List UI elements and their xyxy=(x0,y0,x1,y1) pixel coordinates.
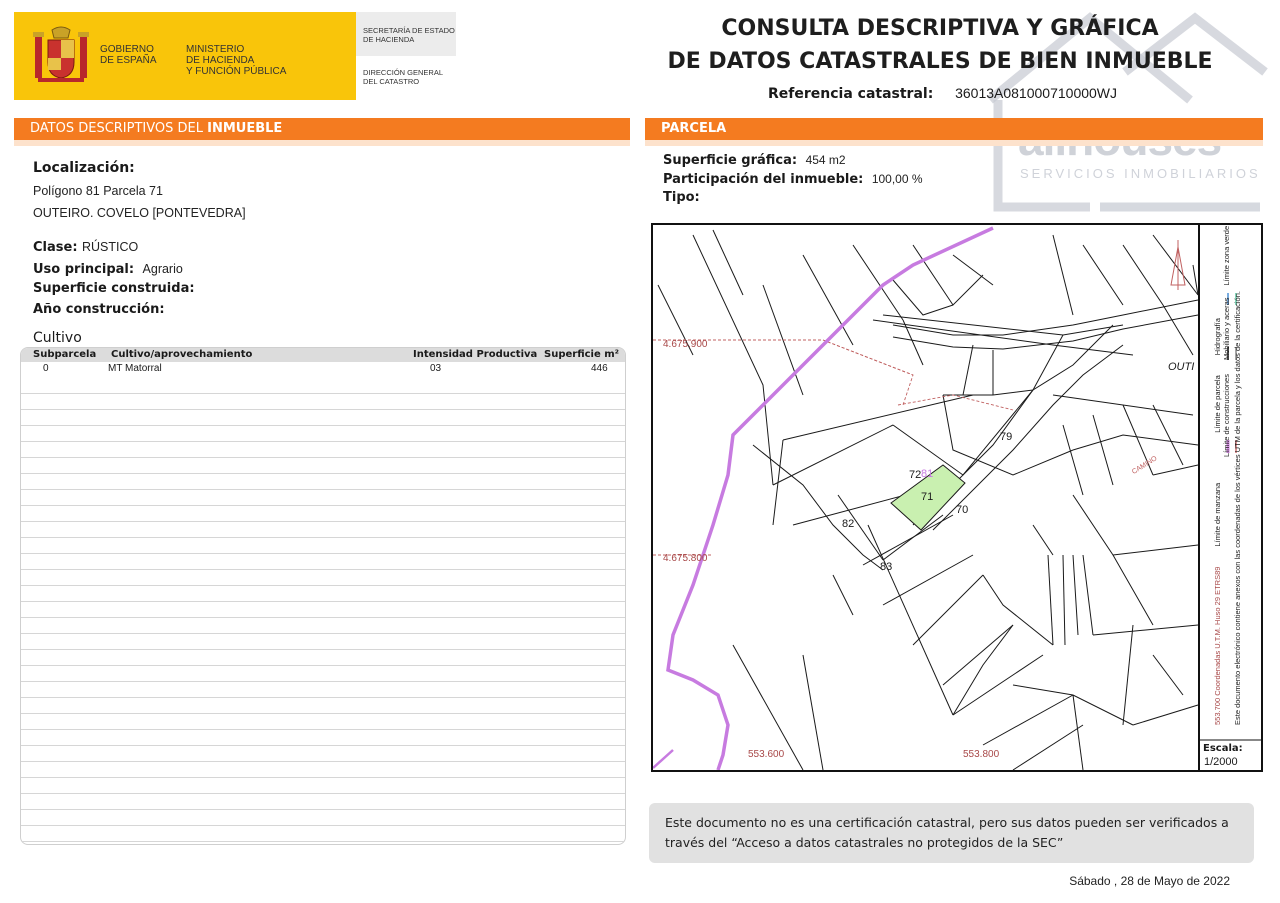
ref-value: 36013A081000710000WJ xyxy=(955,85,1118,101)
road-label: CAMINO xyxy=(1131,455,1159,476)
watermark-tagline: SERVICIOS INMOBILIARIOS xyxy=(1020,166,1261,181)
parcel-79: 79 xyxy=(1000,431,1013,443)
cell-cultivo: MT Matorral xyxy=(108,363,162,374)
table-header xyxy=(21,348,625,362)
section-band-descriptivos xyxy=(14,118,630,140)
col-intensidad: Intensidad Productiva xyxy=(413,349,538,360)
table-row xyxy=(21,362,625,376)
direccion-line1: DIRECCIÓN GENERAL xyxy=(363,68,444,77)
cell-intensidad: 03 xyxy=(430,363,442,374)
secretaria-line2: DE HACIENDA xyxy=(363,35,415,44)
legend-hidrografia: Hidrografía xyxy=(1213,318,1222,356)
cultivo-label: Cultivo xyxy=(33,330,82,346)
legend-zona-verde: Límite zona verde xyxy=(1222,225,1231,286)
cell-superficie: 446 xyxy=(591,363,608,374)
secretaria-box xyxy=(356,12,456,56)
parcel-70: 70 xyxy=(956,504,969,516)
gov-line1: GOBIERNO xyxy=(100,44,154,55)
col-subparcela: Subparcela xyxy=(33,349,97,360)
map-drawing xyxy=(653,225,1261,770)
uso-label: Uso principal: xyxy=(33,262,135,277)
uso-value: Agrario xyxy=(142,262,183,276)
coord-y2: 4.675.800 xyxy=(663,553,708,564)
title-line1: CONSULTA DESCRIPTIVA Y GRÁFICA xyxy=(721,16,1159,41)
escala-value: 1/2000 xyxy=(1204,756,1238,768)
band-shadow-parcela xyxy=(645,140,1263,146)
parcel-71: 71 xyxy=(921,491,934,503)
cultivo-table xyxy=(20,347,626,845)
localizacion-label: Localización: xyxy=(33,160,135,176)
direccion-box xyxy=(356,56,456,100)
superficie-grafica-value: 454 m2 xyxy=(805,153,846,167)
coord-x1: 553.600 xyxy=(748,749,785,760)
localizacion-line1: Polígono 81 Parcela 71 xyxy=(33,184,163,198)
legend-parcela: Límite de parcela xyxy=(1213,375,1222,433)
legend-doc-note: Este documento electrónico contiene anexos con las coordenadas de los vértices UTM de la parcela y los datos de la certificación. xyxy=(1233,291,1242,725)
clase-label: Clase: xyxy=(33,240,78,255)
section-band-parcela: PARCELA xyxy=(645,118,1263,140)
document-date: Sábado , 28 de Mayo de 2022 xyxy=(1069,874,1230,888)
band-shadow xyxy=(14,140,630,146)
clase-value: RÚSTICO xyxy=(81,240,139,254)
ministry-line1: MINISTERIO xyxy=(186,44,245,55)
legend-manzana: Límite de manzana xyxy=(1213,482,1222,547)
superficie-grafica-label: Superficie gráfica: xyxy=(663,153,798,168)
ref-label: Referencia catastral: xyxy=(768,86,934,102)
legend-mobiliario: Mobiliario y aceras xyxy=(1222,297,1231,361)
disclaimer-note: Este documento no es una certificación catastral, pero sus datos pueden ser verificados a través del “Acceso a datos catastrales no protegidos de la SEC” xyxy=(649,803,1254,863)
map-legend xyxy=(1213,225,1242,725)
title-line2: DE DATOS CATASTRALES DE BIEN INMUEBLE xyxy=(667,49,1213,74)
ministry-line3: Y FUNCIÓN PÚBLICA xyxy=(186,66,287,77)
parcel-81: 81 xyxy=(921,468,934,480)
cell-subparcela: 0 xyxy=(43,363,49,374)
parcel-72: 72 xyxy=(909,469,922,481)
anio-construccion-label: Año construcción: xyxy=(33,302,165,317)
legend-coords: 553.700 Coordenadas U.T.M. Huso 29 ETRS89 xyxy=(1213,566,1222,725)
band-bold: INMUEBLE xyxy=(207,121,283,136)
gov-line2: DE ESPAÑA xyxy=(100,55,157,66)
col-superficie: Superficie m² xyxy=(544,349,620,360)
cadastral-map xyxy=(651,223,1263,772)
government-logo xyxy=(14,12,356,100)
coord-x2: 553.800 xyxy=(963,749,1000,760)
participacion-label: Participación del inmueble: xyxy=(663,172,864,187)
escala-label: Escala: xyxy=(1203,743,1243,754)
tipo-label: Tipo: xyxy=(663,190,700,205)
parcel-82: 82 xyxy=(842,518,855,530)
coord-y1: 4.675.900 xyxy=(663,339,708,350)
place-label: OUTI xyxy=(1168,361,1195,373)
direccion-line2: DEL CATASTRO xyxy=(363,77,420,86)
coat-of-arms-icon xyxy=(32,26,90,88)
ministry-line2: DE HACIENDA xyxy=(186,55,255,66)
participacion-value: 100,00 % xyxy=(871,172,923,186)
secretaria-line1: SECRETARÍA DE ESTADO xyxy=(363,26,455,35)
superficie-construida-label: Superficie construida: xyxy=(33,281,195,296)
band-prefix: DATOS DESCRIPTIVOS DEL xyxy=(30,121,208,136)
col-cultivo: Cultivo/aprovechamiento xyxy=(111,349,253,360)
legend-construcciones: Límite de construcciones xyxy=(1222,374,1231,457)
parcel-83: 83 xyxy=(880,561,893,573)
localizacion-line2: OUTEIRO. COVELO [PONTEVEDRA] xyxy=(33,206,246,220)
table-empty-rows xyxy=(21,378,625,844)
